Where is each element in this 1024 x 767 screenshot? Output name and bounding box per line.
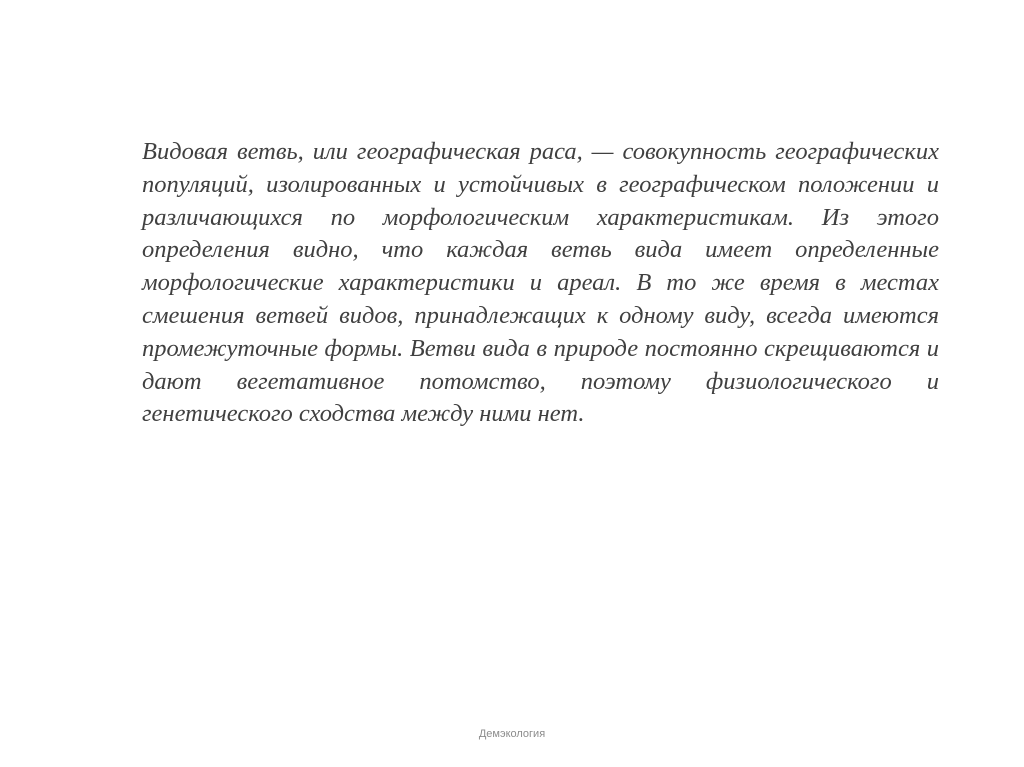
slide-body-text: Видовая ветвь, или географическая раса, — совокупность географических популяций, изолированных и устойчивых в географическом положении и различающихся по морфологическим характеристикам. Из этого определения видно, что каждая ветвь вида имеет определенные морфологические характеристики и ареал. В то же время в местах смешения ветвей видов, принадлежащих к одному виду, всегда имеются промежуточные формы. Ветви вида в природе постоянно скрещиваются и дают вегетативное потомство, поэтому физиологического и генетического сходства между ними нет. [142, 138, 939, 428]
slide-footer: Демэкология [478, 728, 546, 740]
